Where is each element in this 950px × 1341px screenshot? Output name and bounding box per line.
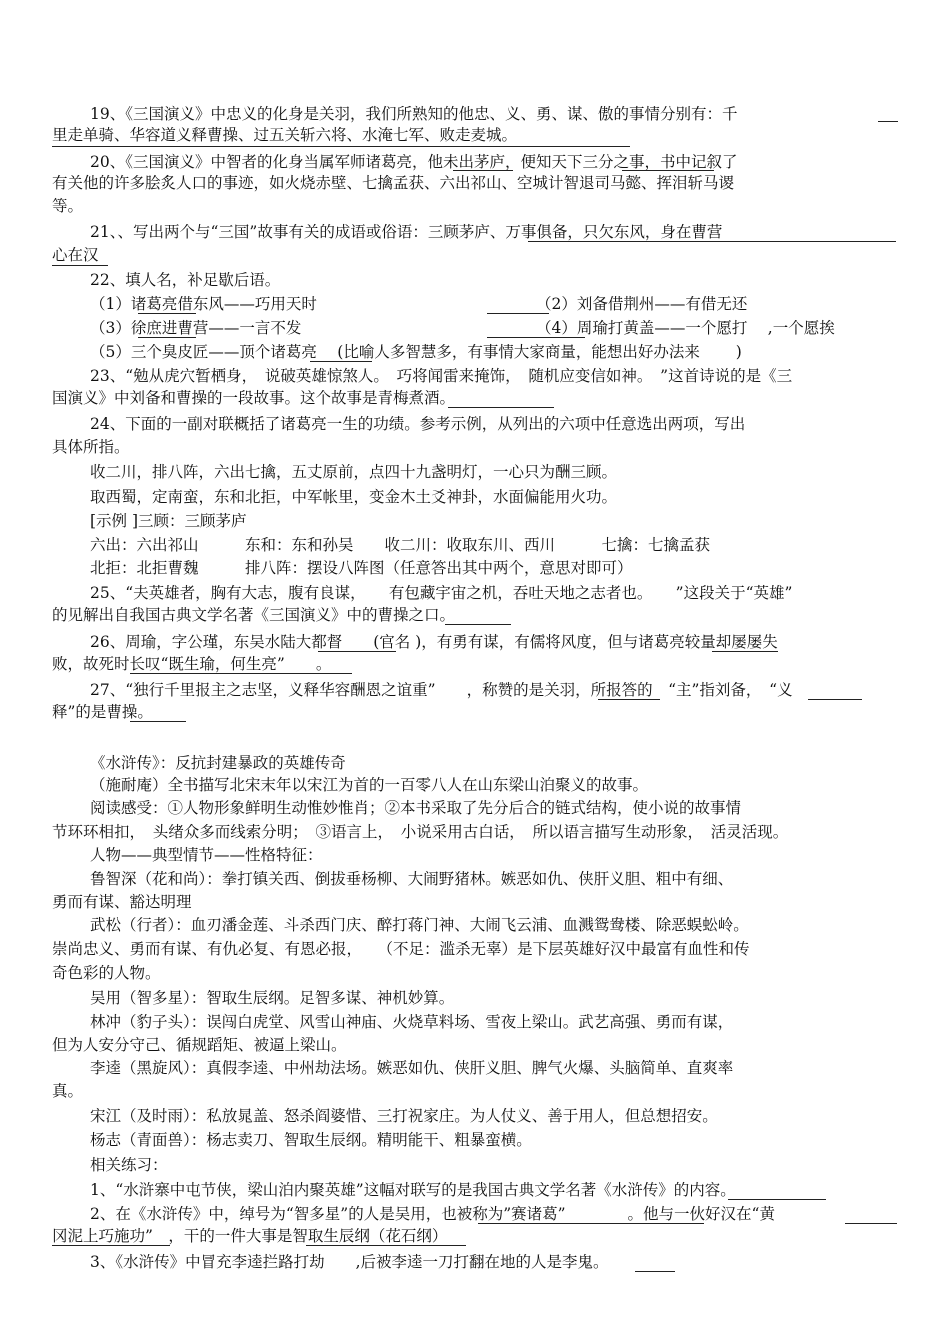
paragraph-line: 20、《三国演义》中智者的化身当属军师诸葛亮，他未出茅庐，便知天下三分之事，书中记叙了: [90, 153, 738, 171]
paragraph-line: 奇色彩的人物。: [52, 964, 161, 982]
answer-underline: [52, 1245, 170, 1246]
paragraph-line: 但为人安分守己、循规蹈矩、被逼上梁山。: [52, 1036, 347, 1054]
idiom-item: （4）周瑜打黄盖——一个愿打 ,一个愿挨: [536, 319, 835, 337]
answer-underline: [448, 407, 554, 408]
paragraph-line: [示例 ]三顾：三顾茅庐: [90, 512, 247, 530]
paragraph-line: 的见解出自我国古典文学名著《三国演义》中的曹操之口。: [52, 606, 456, 624]
answer-underline: [478, 1223, 704, 1224]
paragraph-line: 北拒：北拒曹魏 排八阵：摆设八阵图（任意答出其中两个，意思对即可）: [90, 559, 633, 577]
paragraph-line: 败，故死时长叹“既生瑜，何生亮” 。: [52, 655, 332, 673]
paragraph-line: 冈泥上巧施功” ，干的一件大事是智取生辰纲（花石纲）: [52, 1227, 448, 1245]
answer-underline: [52, 146, 630, 147]
paragraph-line: 22、填人名，补足歇后语。: [90, 271, 281, 289]
answer-underline: [130, 721, 186, 722]
answer-underline: [453, 170, 513, 171]
paragraph-line: 宋江（及时雨）：私放晁盖、怒杀阎婆惜、三打祝家庄。为人仗义、善于用人，但总想招安。: [90, 1107, 718, 1125]
paragraph-line: 具体所指。: [52, 438, 130, 456]
paragraph-line: 3、《水浒传》中冒充李逵拦路打劫 ,后被李逵一刀打翻在地的人是李鬼。: [90, 1253, 609, 1271]
answer-underline: [528, 241, 896, 242]
answer-underline: [728, 1199, 826, 1200]
answer-underline: [138, 337, 196, 338]
answer-underline: [487, 313, 549, 314]
paragraph-line: 19、《三国演义》中忠义的化身是关羽，我们所熟知的他忠、义、勇、谋、傲的事情分别有：千: [90, 105, 738, 123]
answer-underline: [138, 313, 196, 314]
section-title: 《水浒传》：反抗封建暴政的英雄传奇: [90, 754, 346, 772]
paragraph-line: 吴用（智多星）：智取生辰纲。足智多谋、神机妙算。: [90, 989, 455, 1007]
paragraph-line: 节环环相扣， 头绪众多而线索分明； ③语言上， 小说采用古白话， 所以语言描写生动形象， 活灵活现。: [52, 823, 789, 841]
idiom-item: （1）诸葛亮借东风——巧用天时: [90, 295, 317, 313]
answer-underline: [845, 1223, 897, 1224]
paragraph-line: 国演义》中刘备和曹操的一段故事。这个故事是青梅煮酒。: [52, 389, 456, 407]
paragraph-line: 勇而有谋、豁达明理: [52, 893, 192, 911]
paragraph-line: 武松（行者）：血刃潘金莲、斗杀西门庆、醉打蒋门神、大闹飞云浦、血溅鸳鸯楼、除恶蜈蚣岭。: [90, 916, 749, 934]
paragraph-line: 心在汉: [52, 246, 99, 264]
paragraph-line: 杨志（青面兽）：杨志卖刀、智取生辰纲。精明能干、粗暴蛮横。: [90, 1131, 532, 1149]
paragraph-line: 李逵（黑旋风）：真假李逵、中州劫法场。嫉恶如仇、侠肝义胆、脾气火爆、头脑简单、直爽率: [90, 1059, 734, 1077]
answer-underline: [487, 337, 585, 338]
paragraph-line: 27、“独行千里报主之志坚，义释华容酬恩之谊重” ，称赞的是关羽，所报答的 “主”指刘备， “义: [90, 681, 793, 699]
answer-underline: [635, 1271, 675, 1272]
paragraph-line: 23、“勉从虎穴暂栖身， 说破英雄惊煞人。 巧将闻雷来掩饰， 随机应变信如神。 ”这首诗说的是《三: [90, 367, 793, 385]
paragraph-line: [90, 294, 902, 314]
paragraph-line: 林冲（豹子头）：误闯白虎堂、风雪山神庙、火烧草料场、雪夜上梁山。武艺高强、勇而有谋，: [90, 1013, 734, 1031]
paragraph-line: 有关他的许多脍炙人口的事迹，如火烧赤壁、七擒孟获、六出祁山、空城计智退司马懿、挥泪斩马谡: [52, 174, 735, 192]
paragraph-line: 人物——典型情节——性格特征：: [90, 846, 323, 864]
paragraph-line: 21、、写出两个与“三国”故事有关的成语或俗语：三顾茅庐、万事俱备，只欠东风，身在曹营: [90, 223, 723, 241]
paragraph-line: 26、周瑜，字公瑾，东吴水陆大都督 (官名 )，有勇有谋，有儒将风度，但与诸葛亮较量却屡屡失: [90, 633, 778, 651]
paragraph-line: 取西蜀，定南蛮，东和北拒，中军帐里，变金木土爻神卦，水面偏能用火功。: [90, 488, 618, 506]
paragraph-line: 收二川，排八阵，六出七擒，五丈原前，点四十九盏明灯，一心只为酬三顾。: [90, 463, 618, 481]
paragraph-line: 等。: [52, 197, 84, 215]
paragraph-line: （施耐庵）全书描写北宋末年以宋江为首的一百零八人在山东梁山泊聚义的故事。: [90, 776, 649, 794]
paragraph-line: 25、“夫英雄者，胸有大志，腹有良谋， 有包藏宇宙之机，吞吐天地之志者也。 ”这段关于“英雄”: [90, 584, 793, 602]
paragraph-line: 鲁智深（花和尚）：拳打镇关西、倒拔垂杨柳、大闹野猪林。嫉恶如仇、侠肝义胆、粗中有细、: [90, 870, 734, 888]
answer-underline: [712, 651, 778, 652]
answer-underline: [598, 699, 660, 700]
paragraph-line: 里走单骑、华容道义释曹操、过五关斩六将、水淹七军、败走麦城。: [52, 126, 518, 144]
answer-underline: [306, 1245, 466, 1246]
paragraph-line: 真。: [52, 1082, 84, 1100]
answer-underline: [878, 121, 898, 122]
paragraph-line: 崇尚忠义、勇而有谋、有仇必复、有恩必报， （不足：滥杀无辜）是下层英雄好汉中最富有血性和传: [52, 940, 750, 958]
answer-underline: [52, 265, 108, 266]
paragraph-line: 24、下面的一副对联概括了诸葛亮一生的功绩。参考示例，从列出的六项中任意选出两项，写出: [90, 415, 746, 433]
idiom-item: （3）徐庶进曹营——一言不发: [90, 319, 302, 337]
paragraph-line: 1、“水浒寨中屯节侠，梁山泊内聚英雄”这幅对联写的是我国古典文学名著《水浒传》的内容。: [90, 1181, 736, 1199]
answer-underline: [445, 624, 511, 625]
answer-underline: [130, 673, 352, 674]
answer-underline: [808, 699, 862, 700]
paragraph-line: 阅读感受：①人物形象鲜明生动惟妙惟肖；②本书采取了先分后合的链式结构，使小说的故事情: [90, 799, 742, 817]
paragraph-line: 相关练习：: [90, 1156, 168, 1174]
answer-underline: [318, 651, 396, 652]
idiom-item: （2）刘备借荆州——有借无还: [536, 295, 748, 313]
paragraph-line: 释”的是曹操。: [52, 703, 153, 721]
answer-underline: [622, 170, 714, 171]
paragraph-line: 2、在《水浒传》中，绰号为“智多星”的人是吴用，也被称为”赛诸葛” 。他与一伙好汉在“黄: [90, 1205, 775, 1223]
paragraph-line: 六出：六出祁山 东和：东和孙吴 收二川：收取东川、西川 七擒：七擒孟获: [90, 536, 711, 554]
paragraph-line: （5）三个臭皮匠——顶个诸葛亮 (比喻人多智慧多，有事情大家商量，能想出好办法来 ): [90, 343, 742, 361]
paragraph-line: [90, 318, 902, 338]
answer-underline: [310, 361, 372, 362]
